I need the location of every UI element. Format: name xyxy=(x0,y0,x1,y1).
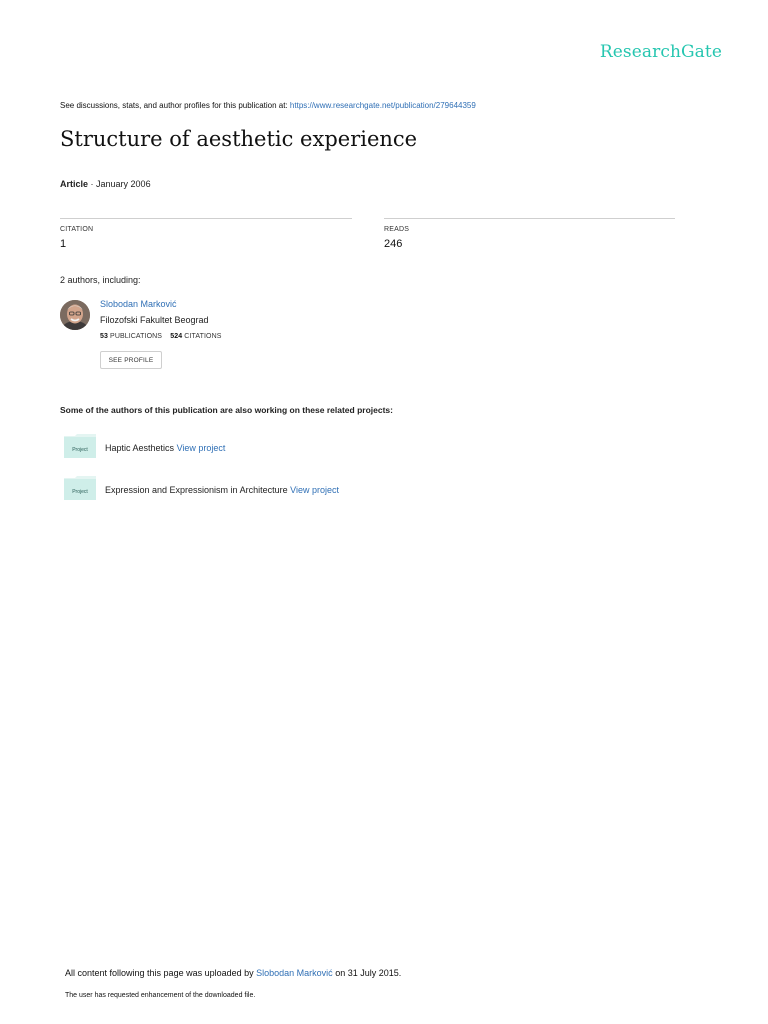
citation-label: CITATION xyxy=(60,226,94,233)
project-item xyxy=(105,443,225,453)
upload-suffix: on 31 July 2015. xyxy=(335,968,402,978)
view-project-link[interactable]: View project xyxy=(290,485,339,495)
publications-label: PUBLICATIONS xyxy=(110,333,163,340)
reads-value: 246 xyxy=(384,238,403,250)
publications-count: 53 xyxy=(100,333,108,340)
view-project-link[interactable]: View project xyxy=(176,443,226,453)
source-prefix: See discussions, stats, and author profiles for this publication at: xyxy=(60,101,288,110)
project-item xyxy=(105,485,339,495)
author-stats xyxy=(100,333,222,340)
authors-heading: 2 authors, including: xyxy=(60,275,141,285)
enhancement-note: The user has requested enhancement of the downloaded file. xyxy=(65,992,256,999)
publication-source-line xyxy=(60,101,476,110)
reads-divider xyxy=(384,218,675,219)
publication-url-link[interactable]: https://www.researchgate.net/publication/279644359 xyxy=(289,101,476,110)
publication-date: · January 2006 xyxy=(90,179,151,189)
uploader-link[interactable]: Slobodan Marković xyxy=(256,968,333,978)
project-icon-label: Project xyxy=(72,489,88,495)
folder-icon xyxy=(63,433,97,459)
project-name: Expression and Expressionism in Architecture xyxy=(105,485,288,495)
publication-meta xyxy=(60,179,151,189)
avatar-photo xyxy=(60,300,90,330)
project-folder-icon xyxy=(63,433,97,459)
author-institution: Filozofski Fakultet Beograd xyxy=(100,315,209,325)
researchgate-logo[interactable]: ResearchGate xyxy=(599,42,722,62)
publication-title: Structure of aesthetic experience xyxy=(60,127,418,151)
project-icon-label: Project xyxy=(72,447,88,453)
author-avatar[interactable] xyxy=(60,300,90,330)
see-profile-button[interactable]: SEE PROFILE xyxy=(100,351,162,369)
citation-divider xyxy=(60,218,352,219)
citations-label: CITATIONS xyxy=(184,333,222,340)
folder-icon xyxy=(63,475,97,501)
reads-label: READS xyxy=(384,226,410,233)
publication-type: Article xyxy=(60,179,89,189)
upload-prefix: All content following this page was uploaded by xyxy=(65,968,254,978)
project-folder-icon xyxy=(63,475,97,501)
author-name-link[interactable]: Slobodan Marković xyxy=(100,299,177,309)
project-name: Haptic Aesthetics xyxy=(105,443,175,453)
upload-notice xyxy=(65,968,401,978)
related-projects-heading: Some of the authors of this publication are also working on these related projects: xyxy=(60,405,393,415)
citation-value: 1 xyxy=(60,238,67,250)
citations-count: 524 xyxy=(170,333,183,340)
